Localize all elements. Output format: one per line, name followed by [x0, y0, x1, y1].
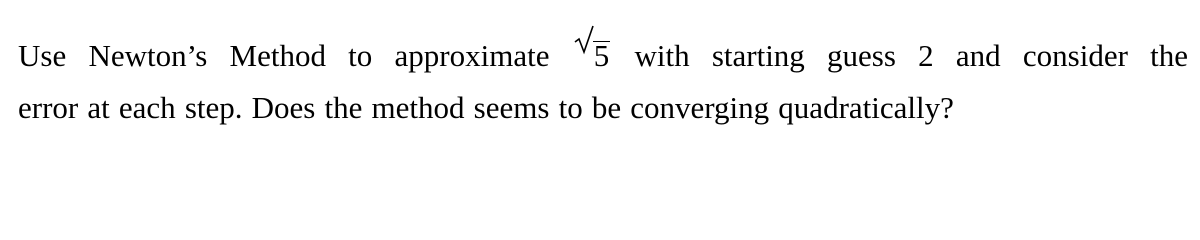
- problem-statement: [18, 30, 1188, 134]
- radicand: 5: [593, 38, 610, 73]
- problem-line-1: [18, 30, 1188, 82]
- problem-line-2: error at each step. Does the method seems to be converging quadratically?: [18, 90, 954, 125]
- radical-sign-icon: [574, 25, 594, 55]
- square-root-expression: [574, 30, 611, 82]
- problem-text-end: with starting guess 2 and consider the: [634, 38, 1189, 73]
- problem-text-start: Use Newton’s Method to approximate: [18, 38, 550, 73]
